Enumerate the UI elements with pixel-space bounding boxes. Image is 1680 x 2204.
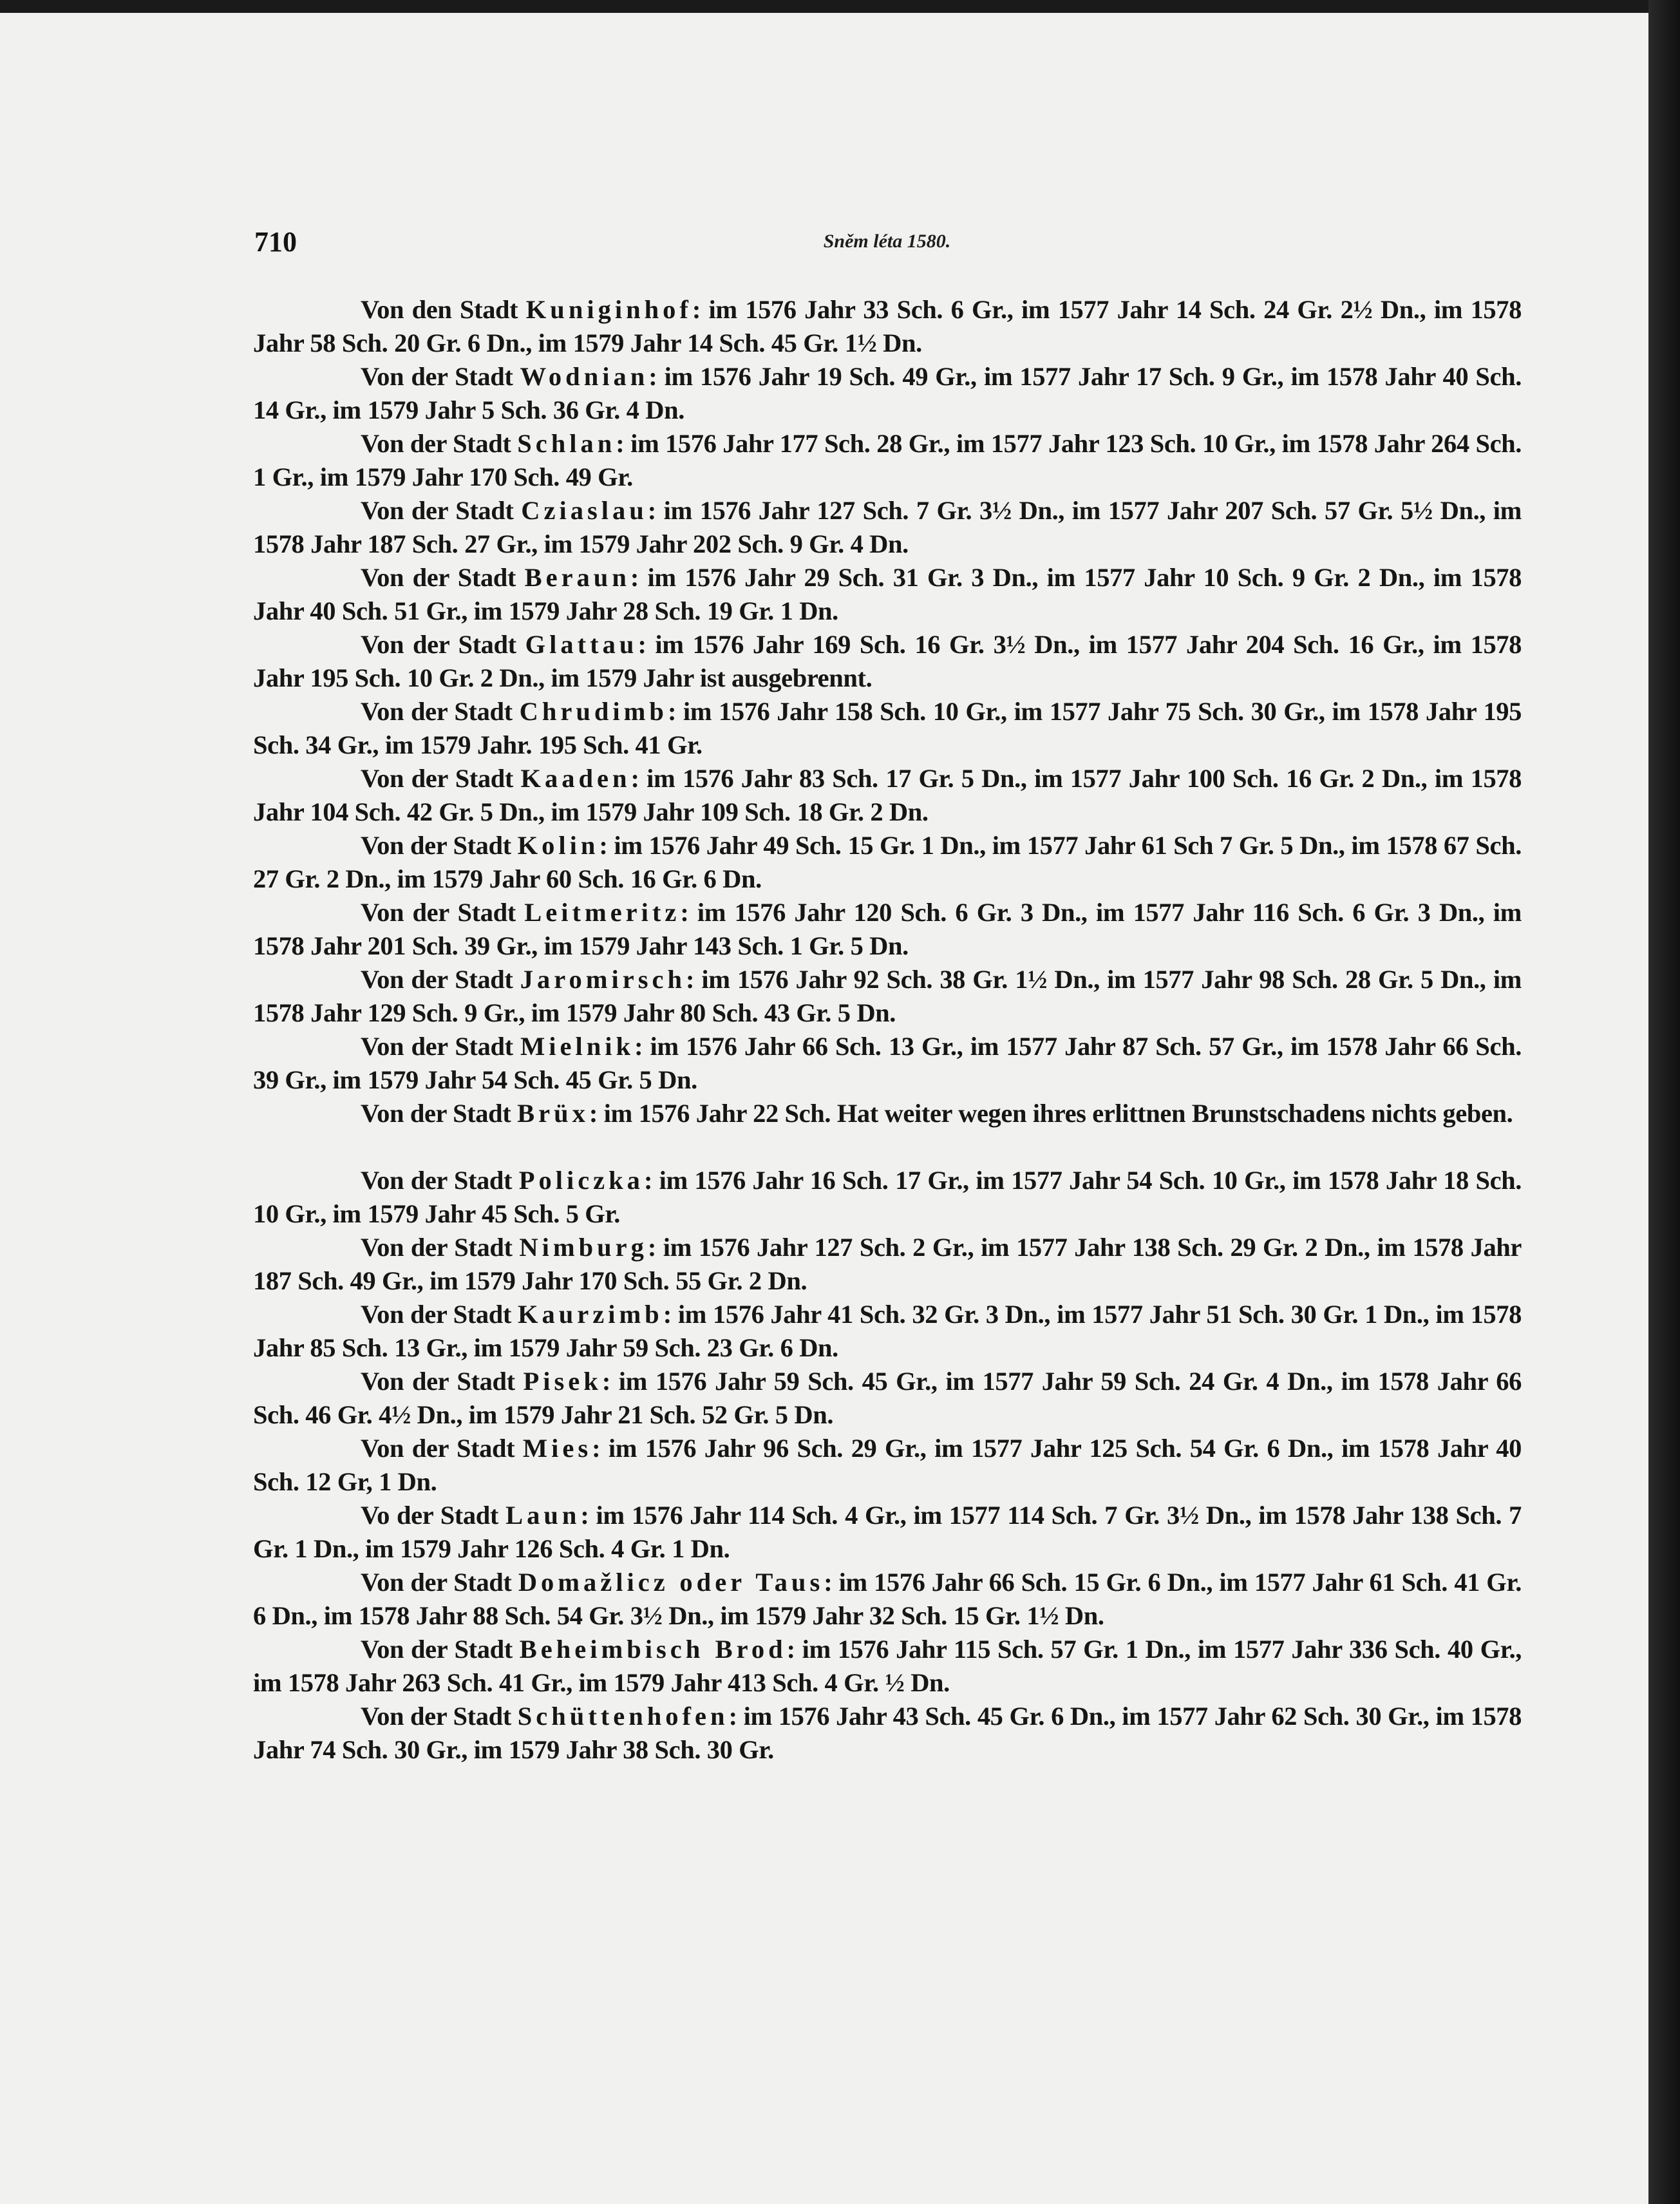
entry-city: Kolin <box>517 831 599 860</box>
entry-lead: Von der Stadt <box>361 764 513 793</box>
entry-lead: Von der Stadt <box>361 563 516 592</box>
scan-edge <box>1648 0 1680 2204</box>
entry-city: Policzka <box>518 1166 644 1195</box>
entry-paragraph <box>253 360 1522 427</box>
entry-paragraph <box>253 561 1522 628</box>
entry-paragraph <box>253 1164 1522 1231</box>
entry-paragraph <box>253 1298 1522 1365</box>
entry-city: Pisek <box>523 1367 602 1396</box>
entry-text: : im 1576 Jahr 169 Sch. 16 Gr. 3½ Dn., im 1577 Jahr 204 Sch. 16 Gr., im 1578 Jahr 195 Sch. 10 Gr. 2 Dn., im 1579 Jahr ist ausgebrennt. <box>253 630 1522 692</box>
entry-text: : im 1576 Jahr 158 Sch. 10 Gr., im 1577 Jahr 75 Sch. 30 Gr., im 1578 Jahr 195 Sch. 34 Gr., im 1579 Jahr. 195 Sch. 41 Gr. <box>253 697 1522 759</box>
entry-city: Kuniginhof <box>525 295 692 324</box>
entry-paragraph <box>253 896 1522 963</box>
entry-lead: Von der Stadt <box>361 1099 511 1128</box>
entry-city: Schüttenhofen <box>517 1702 729 1731</box>
entry-text: : im 1576 Jahr 96 Sch. 29 Gr., im 1577 Jahr 125 Sch. 54 Gr. 6 Dn., im 1578 Jahr 40 Sch. 12 Gr, 1 Dn. <box>253 1434 1522 1496</box>
entry-city: Kaurzimb <box>517 1300 663 1329</box>
entry-city: Mies <box>522 1434 592 1463</box>
entry-paragraph <box>253 427 1522 494</box>
entry-text: : im 1576 Jahr 29 Sch. 31 Gr. 3 Dn., im 1577 Jahr 10 Sch. 9 Gr. 2 Dn., im 1578 Jahr 40 Sch. 51 Gr., im 1579 Jahr 28 Sch. 19 Gr. 1 Dn. <box>253 563 1522 625</box>
entry-text: : im 1576 Jahr 120 Sch. 6 Gr. 3 Dn., im 1577 Jahr 116 Sch. 6 Gr. 3 Dn., im 1578 Jahr 201 Sch. 39 Gr., im 1579 Jahr 143 Sch. 1 Gr. 5 Dn. <box>253 898 1522 960</box>
entry-city: Brüx <box>517 1099 589 1128</box>
entry-text: : im 1576 Jahr 59 Sch. 45 Gr., im 1577 Jahr 59 Sch. 24 Gr. 4 Dn., im 1578 Jahr 66 Sch. 46 Gr. 4½ Dn., im 1579 Jahr 21 Sch. 52 Gr. 5 Dn. <box>253 1367 1522 1429</box>
entry-city: Leitmeritz <box>524 898 681 927</box>
entry-paragraph <box>253 1432 1522 1499</box>
entry-paragraph <box>253 1365 1522 1432</box>
entry-paragraph <box>253 1231 1522 1298</box>
entry-city: Jaromirsch <box>520 965 686 994</box>
entry-paragraph <box>253 494 1522 561</box>
entry-city: Cziaslau <box>521 496 648 525</box>
entry-text: : im 1576 Jahr 83 Sch. 17 Gr. 5 Dn., im 1577 Jahr 100 Sch. 16 Gr. 2 Dn., im 1578 Jahr 104 Sch. 42 Gr. 5 Dn., im 1579 Jahr 109 Sch. 18 Gr. 2 Dn. <box>253 764 1522 826</box>
entry-paragraph <box>253 628 1522 695</box>
page-header <box>254 225 1520 271</box>
entry-city: Beraun <box>524 563 630 592</box>
entry-lead: Von der Stadt <box>361 630 516 659</box>
entry-paragraph <box>253 1097 1522 1164</box>
entry-paragraph <box>253 963 1522 1030</box>
entry-lead: Von der Stadt <box>361 1300 511 1329</box>
page-number: 710 <box>254 226 297 258</box>
entry-text: : im 1576 Jahr 114 Sch. 4 Gr., im 1577 114 Sch. 7 Gr. 3½ Dn., im 1578 Jahr 138 Sch. 7 Gr. 1 Dn., im 1579 Jahr 126 Sch. 4 Gr. 1 Dn. <box>253 1501 1522 1563</box>
document-page <box>0 13 1648 2204</box>
entry-text: : im 1576 Jahr 49 Sch. 15 Gr. 1 Dn., im 1577 Jahr 61 Sch 7 Gr. 5 Dn., im 1578 67 Sch. 27 Gr. 2 Dn., im 1579 Jahr 60 Sch. 16 Gr. 6 Dn. <box>253 831 1522 893</box>
entry-city: Domažlicz oder Taus <box>518 1568 824 1597</box>
entry-city: Laun <box>505 1501 581 1530</box>
entry-lead: Von der Stadt <box>361 1568 512 1597</box>
entry-lead: Von der Stadt <box>361 1635 513 1664</box>
entry-paragraph <box>253 1499 1522 1566</box>
running-title: Sněm léta 1580. <box>823 231 951 252</box>
entry-paragraph <box>253 1700 1522 1767</box>
entry-city: Chrudimb <box>519 697 668 726</box>
entry-lead: Von den Stadt <box>361 295 518 324</box>
entry-text: : im 1576 Jahr 43 Sch. 45 Gr. 6 Dn., im 1577 Jahr 62 Sch. 30 Gr., im 1578 Jahr 74 Sch. 30 Gr., im 1579 Jahr 38 Sch. 30 Gr. <box>253 1702 1522 1764</box>
entry-paragraph <box>253 695 1522 762</box>
entry-text: : im 1576 Jahr 177 Sch. 28 Gr., im 1577 Jahr 123 Sch. 10 Gr., im 1578 Jahr 264 Sch. 1 Gr., im 1579 Jahr 170 Sch. 49 Gr. <box>253 429 1522 491</box>
entry-paragraph <box>253 762 1522 829</box>
entry-text: : im 1576 Jahr 33 Sch. 6 Gr., im 1577 Jahr 14 Sch. 24 Gr. 2½ Dn., im 1578 Jahr 58 Sch. 20 Gr. 6 Dn., im 1579 Jahr 14 Sch. 45 Gr. 1½ Dn. <box>253 295 1522 357</box>
entry-text: : im 1576 Jahr 127 Sch. 2 Gr., im 1577 Jahr 138 Sch. 29 Gr. 2 Dn., im 1578 Jahr 187 Sch. 49 Gr., im 1579 Jahr 170 Sch. 55 Gr. 2 Dn. <box>253 1233 1522 1295</box>
entry-paragraph <box>253 829 1522 896</box>
entry-text: : im 1576 Jahr 115 Sch. 57 Gr. 1 Dn., im 1577 Jahr 336 Sch. 40 Gr., im 1578 Jahr 263 Sch. 41 Gr., im 1579 Jahr 413 Sch. 4 Gr. ½ Dn. <box>253 1635 1522 1697</box>
entry-lead: Von der Stadt <box>361 1233 513 1262</box>
entry-text: : im 1576 Jahr 19 Sch. 49 Gr., im 1577 Jahr 17 Sch. 9 Gr., im 1578 Jahr 40 Sch. 14 Gr., im 1579 Jahr 5 Sch. 36 Gr. 4 Dn. <box>253 362 1522 424</box>
entry-lead: Von der Stadt <box>361 697 513 726</box>
entry-text: : im 1576 Jahr 22 Sch. Hat weiter wegen ihres erlittnen Brunstschadens nichts geben. <box>589 1099 1513 1128</box>
entry-paragraph <box>253 1566 1522 1633</box>
entry-city: Wodnian <box>520 362 649 391</box>
entry-paragraph <box>253 1633 1522 1700</box>
entry-city: Glattau <box>525 630 638 659</box>
entry-paragraph <box>253 293 1522 360</box>
entry-lead: Von der Stadt <box>361 1702 511 1731</box>
entry-lead: Von der Stadt <box>361 1166 513 1195</box>
entry-lead: Von der Stadt <box>361 1434 515 1463</box>
entry-city: Schlan <box>517 429 616 458</box>
entry-city: Mielnik <box>520 1032 635 1061</box>
entry-lead: Von der Stadt <box>361 831 511 860</box>
text-body <box>253 293 1522 1767</box>
entry-city: Beheimbisch Brod <box>519 1635 787 1664</box>
entry-text: : im 1576 Jahr 16 Sch. 17 Gr., im 1577 Jahr 54 Sch. 10 Gr., im 1578 Jahr 18 Sch. 10 Gr., im 1579 Jahr 45 Sch. 5 Gr. <box>253 1166 1522 1228</box>
entry-text: : im 1576 Jahr 66 Sch. 15 Gr. 6 Dn., im 1577 Jahr 61 Sch. 41 Gr. 6 Dn., im 1578 Jahr 88 Sch. 54 Gr. 3½ Dn., im 1579 Jahr 32 Sch. 15 Gr. 1½ Dn. <box>253 1568 1522 1630</box>
entry-text: : im 1576 Jahr 92 Sch. 38 Gr. 1½ Dn., im 1577 Jahr 98 Sch. 28 Gr. 5 Dn., im 1578 Jahr 129 Sch. 9 Gr., im 1579 Jahr 80 Sch. 43 Gr. 5 Dn. <box>253 965 1522 1027</box>
entry-lead: Vo der Stadt <box>361 1501 498 1530</box>
entry-city: Kaaden <box>520 764 631 793</box>
entry-paragraph <box>253 1030 1522 1097</box>
entry-lead: Von der Stadt <box>361 429 511 458</box>
entry-lead: Von der Stadt <box>361 965 513 994</box>
entry-city: Nimburg <box>519 1233 648 1262</box>
entry-text: : im 1576 Jahr 66 Sch. 13 Gr., im 1577 Jahr 87 Sch. 57 Gr., im 1578 Jahr 66 Sch. 39 Gr., im 1579 Jahr 54 Sch. 45 Gr. 5 Dn. <box>253 1032 1522 1094</box>
entry-text: : im 1576 Jahr 127 Sch. 7 Gr. 3½ Dn., im 1577 Jahr 207 Sch. 57 Gr. 5½ Dn., im 1578 Jahr 187 Sch. 27 Gr., im 1579 Jahr 202 Sch. 9 Gr. 4 Dn. <box>253 496 1522 558</box>
entry-lead: Von der Stadt <box>361 362 513 391</box>
entry-text: : im 1576 Jahr 41 Sch. 32 Gr. 3 Dn., im 1577 Jahr 51 Sch. 30 Gr. 1 Dn., im 1578 Jahr 85 Sch. 13 Gr., im 1579 Jahr 59 Sch. 23 Gr. 6 Dn. <box>253 1300 1522 1362</box>
entry-lead: Von der Stadt <box>361 898 516 927</box>
entry-lead: Von der Stadt <box>361 1032 513 1061</box>
entry-lead: Von der Stadt <box>361 1367 515 1396</box>
entry-lead: Von der Stadt <box>361 496 514 525</box>
